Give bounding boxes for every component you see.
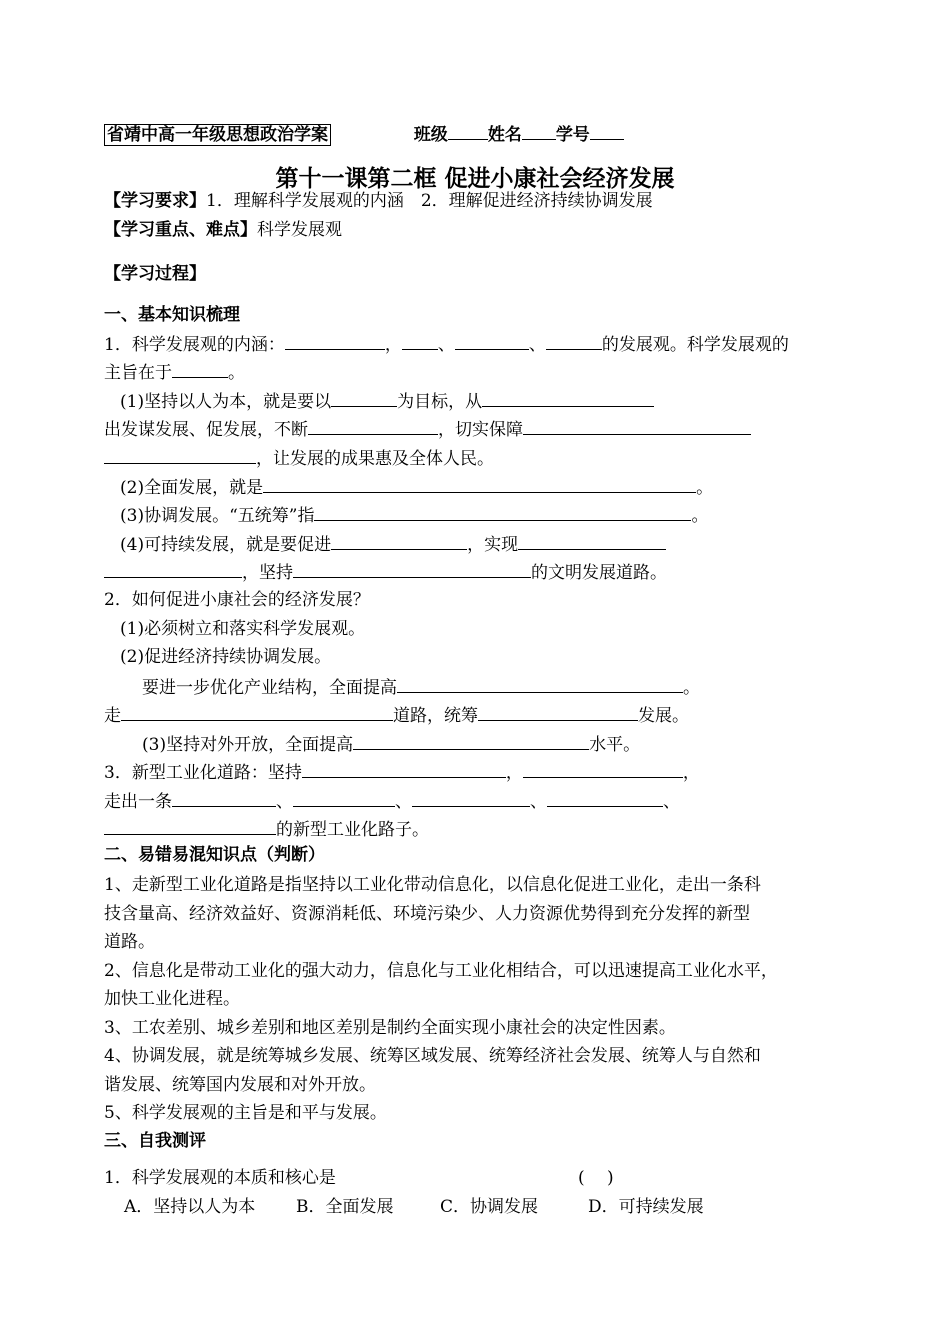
blank[interactable] <box>121 702 393 721</box>
p1-text-d: ，切实保障 <box>438 420 523 440</box>
header-line <box>104 121 624 147</box>
comma: ， <box>384 335 402 355</box>
comma: ， <box>682 763 700 783</box>
judge-line: 技含量高、经济效益好、资源消耗低、环境污染少、人力资源优势得到充分发挥的新型 <box>104 904 750 924</box>
mc-question-text: 1．科学发展观的本质和核心是 <box>104 1168 336 1188</box>
q2-2b-text: 走 <box>104 706 121 726</box>
q2-item2a <box>142 674 700 700</box>
section2-heading: 二、易错易混知识点（判断） <box>104 845 325 865</box>
blank[interactable] <box>523 759 683 778</box>
page-title: 第十一课第二框 促进小康社会经济发展 <box>275 165 675 192</box>
period: 。 <box>691 506 709 526</box>
separator: 、 <box>395 792 412 812</box>
blank[interactable] <box>263 474 696 493</box>
blank[interactable] <box>547 788 663 807</box>
class-label: 班级 <box>413 125 448 145</box>
school-label: 省靖中高一年级思想政治学案 <box>104 124 331 146</box>
blank[interactable] <box>523 416 751 435</box>
blank[interactable] <box>478 702 638 721</box>
judge-line: 3、工农差别、城乡差别和地区差别是制约全面实现小康社会的决定性因素。 <box>104 1018 676 1038</box>
q2-3-text-b: 水平。 <box>589 735 641 755</box>
blank[interactable] <box>285 331 385 350</box>
judge-line: 4、协调发展，就是统筹城乡发展、统筹区域发展、统筹经济社会发展、统筹人与自然和 <box>104 1046 761 1066</box>
p2-text: (2)全面发展，就是 <box>120 478 264 498</box>
q2-2b-text-b: 道路，统筹 <box>393 706 478 726</box>
judge-line: 5、科学发展观的主旨是和平与发展。 <box>104 1103 387 1123</box>
q3-end-line <box>104 816 429 842</box>
name-blank[interactable] <box>522 121 556 140</box>
q2-item2: (2)促进经济持续协调发展。 <box>120 647 332 667</box>
p1-text-c: 出发谋发展、促发展，不断 <box>104 420 308 440</box>
mc-option-a[interactable]: A．坚持以人为本 <box>124 1197 256 1217</box>
blank[interactable] <box>331 388 397 407</box>
q2-2b-text-c: 发展。 <box>638 706 689 726</box>
period: 。 <box>696 478 714 498</box>
blank[interactable] <box>172 359 228 378</box>
p1-line <box>120 388 654 414</box>
separator: 、 <box>276 792 293 812</box>
blank[interactable] <box>397 674 683 693</box>
separator: 、 <box>663 792 680 812</box>
judge-line: 加快工业化进程。 <box>104 989 240 1009</box>
p4-text-b: ，实现 <box>467 535 519 555</box>
p4-line <box>120 531 666 557</box>
q1-text-b: 的发展观。科学发展观的 <box>601 335 789 355</box>
name-label: 姓名 <box>487 125 522 145</box>
blank[interactable] <box>172 788 276 807</box>
section1-heading: 一、基本知识梳理 <box>104 305 240 325</box>
p4-text-c: ，坚持 <box>242 563 293 583</box>
blank[interactable] <box>455 331 529 350</box>
q2-item1: (1)必须树立和落实科学发展观。 <box>120 619 366 639</box>
separator: 、 <box>528 335 546 355</box>
q2-item2b <box>104 702 689 728</box>
blank[interactable] <box>302 759 506 778</box>
judge-line: 谐发展、统筹国内发展和对外开放。 <box>104 1075 376 1095</box>
focus-line <box>104 218 342 242</box>
period: 。 <box>228 363 245 383</box>
requirements-line <box>104 189 653 213</box>
blank[interactable] <box>353 731 589 750</box>
p4-text: (4)可持续发展，就是要促进 <box>120 535 332 555</box>
p3-line <box>120 502 708 528</box>
blank[interactable] <box>104 559 242 578</box>
mc-option-c[interactable]: C．协调发展 <box>440 1197 539 1217</box>
blank[interactable] <box>293 559 531 578</box>
p3-text: (3)协调发展。“五统筹”指 <box>120 506 315 526</box>
focus-label: 【学习重点、难点】 <box>104 220 257 240</box>
blank[interactable] <box>546 331 602 350</box>
blank[interactable] <box>308 416 438 435</box>
judge-line: 道路。 <box>104 932 155 952</box>
period: 。 <box>683 678 700 698</box>
blank[interactable] <box>412 788 530 807</box>
q2-3-text: (3)坚持对外开放，全面提高 <box>142 735 354 755</box>
separator: 、 <box>530 792 547 812</box>
blank[interactable] <box>482 388 654 407</box>
blank[interactable] <box>104 445 256 464</box>
blank[interactable] <box>314 502 691 521</box>
q2-line: 2．如何促进小康社会的经济发展？ <box>104 590 370 610</box>
q1-cont-line <box>104 359 245 385</box>
mc-option-b[interactable]: B．全面发展 <box>296 1197 394 1217</box>
q2-item3 <box>142 731 640 757</box>
p1-text: (1)坚持以人为本，就是要以 <box>120 392 332 412</box>
focus-text: 科学发展观 <box>257 220 342 240</box>
q2-2a-text: 要进一步优化产业结构，全面提高 <box>142 678 397 698</box>
q3-cont-line <box>104 788 680 814</box>
mc-option-d[interactable]: D．可持续发展 <box>588 1197 704 1217</box>
q3-text: 3．新型工业化道路：坚持 <box>104 763 302 783</box>
separator: 、 <box>437 335 455 355</box>
q3-line <box>104 759 700 785</box>
mc-question <box>104 1166 336 1190</box>
p1-text-e: ，让发展的成果惠及全体人民。 <box>256 449 494 469</box>
requirements-text: 1．理解科学发展观的内涵 2．理解促进经济持续协调发展 <box>206 191 653 211</box>
answer-paren[interactable]: ( ) <box>578 1168 614 1188</box>
blank[interactable] <box>402 331 438 350</box>
judge-line: 1、走新型工业化道路是指坚持以工业化带动信息化，以信息化促进工业化，走出一条科 <box>104 875 761 895</box>
class-blank[interactable] <box>448 121 488 140</box>
p1-cont-line <box>104 416 751 442</box>
blank[interactable] <box>331 531 467 550</box>
p4-text-d: 的文明发展道路。 <box>531 563 667 583</box>
blank[interactable] <box>518 531 666 550</box>
q1-text-c: 主旨在于 <box>104 363 172 383</box>
section3-heading: 三、自我测评 <box>104 1131 206 1151</box>
q1-line <box>104 331 789 357</box>
p2-line <box>120 474 713 500</box>
q3-text-c: 的新型工业化路子。 <box>276 820 429 840</box>
id-blank[interactable] <box>590 121 624 140</box>
q1-text: 1．科学发展观的内涵： <box>104 335 285 355</box>
p1-end-line <box>104 445 494 471</box>
judge-line: 2、信息化是带动工业化的强大动力，信息化与工业化相结合，可以迅速提高工业化水平， <box>104 961 778 981</box>
p4-cont-line <box>104 559 667 585</box>
process-label: 【学习过程】 <box>104 264 206 284</box>
id-label: 学号 <box>555 125 590 145</box>
comma: ， <box>505 763 523 783</box>
blank[interactable] <box>293 788 395 807</box>
blank[interactable] <box>104 816 276 835</box>
p1-text-b: 为目标，从 <box>397 392 483 412</box>
q3-text-b: 走出一条 <box>104 792 172 812</box>
requirements-label: 【学习要求】 <box>104 191 206 211</box>
